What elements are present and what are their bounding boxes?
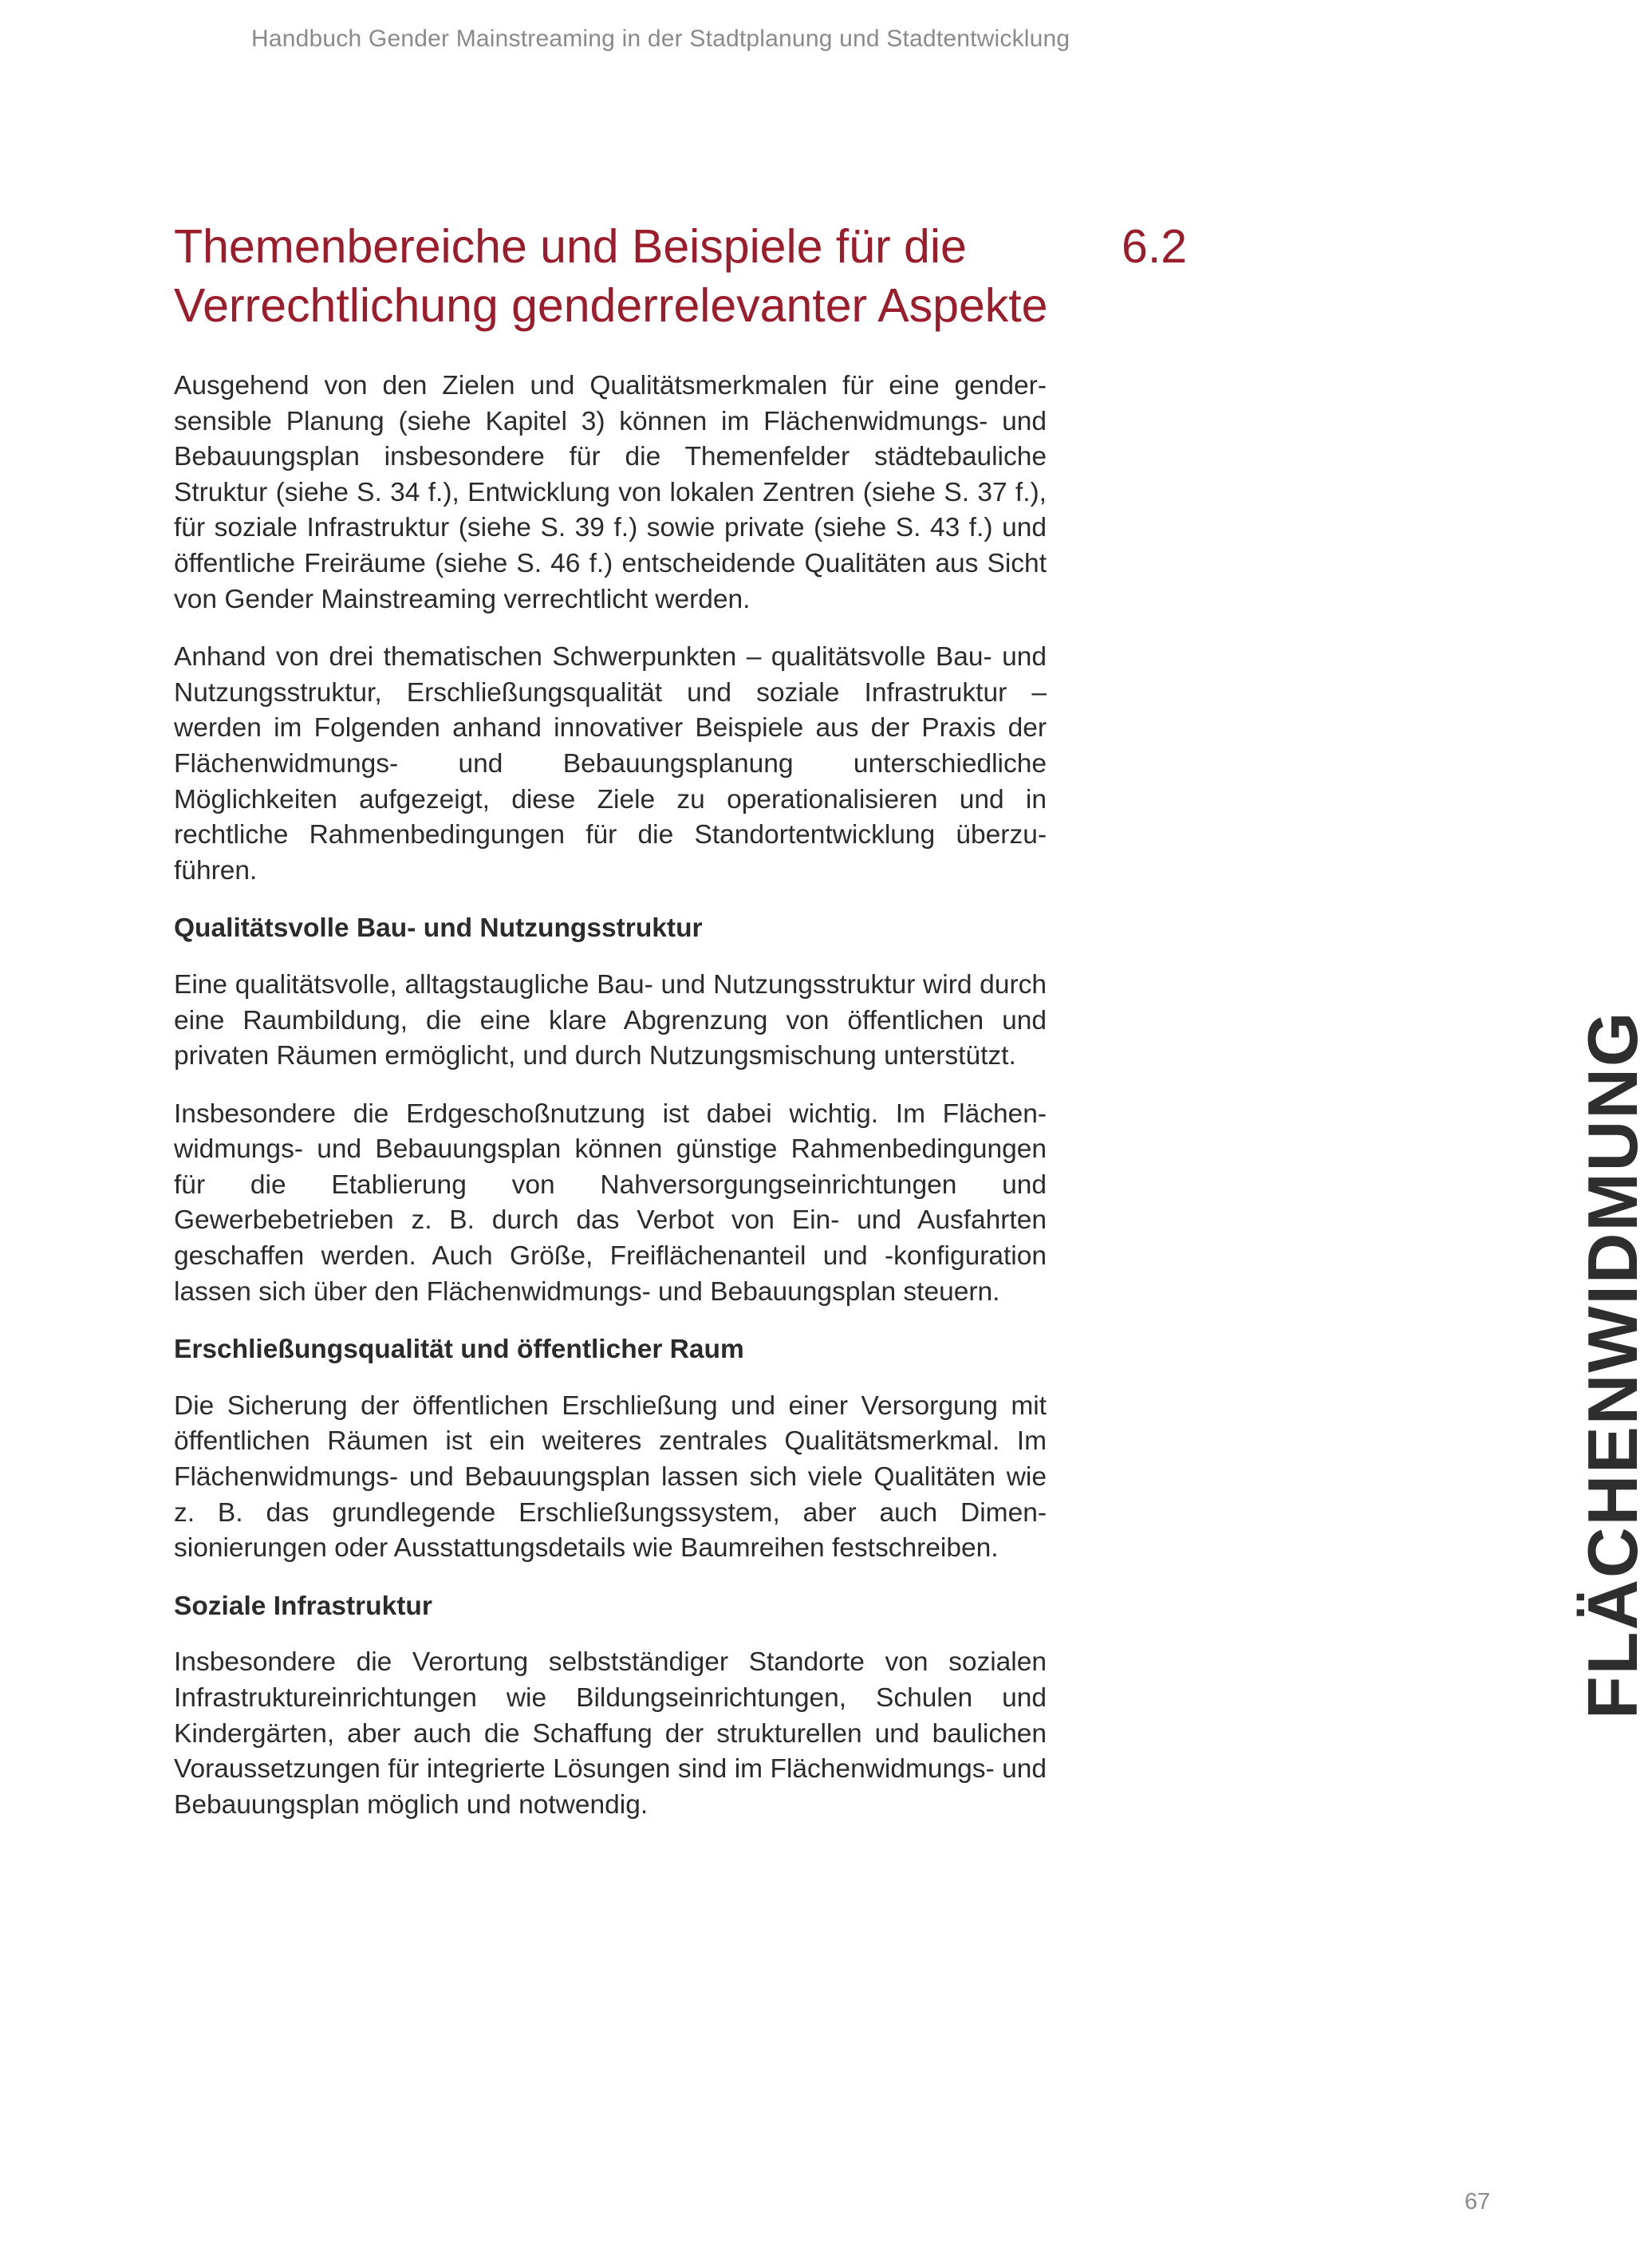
section-number: 6.2 xyxy=(1122,220,1188,273)
body-paragraph: Insbesondere die Erdgeschoßnutzung ist dabei wichtig. Im Flächenwidmungs- und Bebauungsplan können günstige Rahmenbedingungen für die Etablierung von Nahversorgungseinrichtungen und Gewerbebetrieben z. B. durch das Verbot von Ein- und Ausfahrten geschaffen werden. Auch Größe, Freiflächenanteil und -konfiguration lassen sich über den Flächenwidmungs- und Bebauungsplan steuern. xyxy=(174,1098,1047,1307)
main-content xyxy=(174,369,1047,1845)
subheading-erschliessungsqualitaet: Erschließungsqualität und öffentlicher Raum xyxy=(174,1335,744,1365)
body-paragraph: Eine qualitätsvolle, alltagstaugliche Bau- und Nutzungsstruktur wird durch eine Raumbildung, die eine klare Abgrenzung von öffentlichen und privaten Räumen ermöglicht, und durch Nutzungsmischung unterstützt. xyxy=(174,969,1047,1071)
intro-paragraph: Anhand von drei thematischen Schwerpunkten – qualitätsvolle Bau- und Nutzungsstruktur, Erschließungsqualität und soziale Infrastruktur – werden im Folgenden anhand innovativer Beispiele aus der Praxis der Flächenwidmungs- und Bebauungsplanung unterschiedliche Möglichkeiten aufgezeigt, diese Ziele zu operationalisieren und in rechtliche Rahmenbedingungen für die Standortentwicklung überzuführen. xyxy=(174,642,1047,885)
body-paragraph: Insbesondere die Verortung selbstständiger Standorte von sozialen Infrastruktureinrichtungen wie Bildungseinrichtungen, Schulen und Kindergärten, aber auch die Schaffung der strukturellen und baulichen Voraussetzungen für integrierte Lösungen sind im Flächenwidmungs- und Bebauungsplan möglich und notwendig. xyxy=(174,1647,1047,1820)
subheading-bau-nutzungsstruktur: Qualitätsvolle Bau- und Nutzungsstruktur xyxy=(174,913,703,944)
chapter-side-tab: FLÄCHENWIDMUNG xyxy=(1573,1010,1652,1719)
subheading-soziale-infrastruktur: Soziale Infrastruktur xyxy=(174,1591,432,1621)
running-header: Handbuch Gender Mainstreaming in der Stadtplanung und Stadtentwicklung xyxy=(251,26,1070,52)
section-title: Themenbereiche und Beispiele für die Verrechtlichung genderrelevanter Aspekte xyxy=(174,220,1048,332)
page-number: 67 xyxy=(1465,2189,1491,2215)
body-paragraph: Die Sicherung der öffentlichen Erschließung und einer Versorgung mit öffentlichen Räumen ist ein weiteres zentrales Qualitätsmerkmal. Im Flächenwidmungs- und Bebauungsplan lassen sich viele Qualitäten wie z. B. das grundlegende Erschließungssystem, aber auch Dimensionierungen oder Ausstattungsdetails wie Baumreihen festschreiben. xyxy=(174,1390,1047,1564)
intro-paragraph: Ausgehend von den Zielen und Qualitätsmerkmalen für eine gendersensible Planung (siehe Kapitel 3) können im Flächenwidmungs- und Bebauungsplan insbesondere für die Themenfelder städtebauliche Struktur (siehe S. 34 f.), Entwicklung von lokalen Zentren (siehe S. 37 f.), für soziale Infrastruktur (siehe S. 39 f.) sowie private (siehe S. 43 f.) und öffentliche Freiräume (siehe S. 46 f.) entscheidende Qualitäten aus Sicht von Gender Mainstreaming verrechtlicht werden. xyxy=(174,371,1047,614)
